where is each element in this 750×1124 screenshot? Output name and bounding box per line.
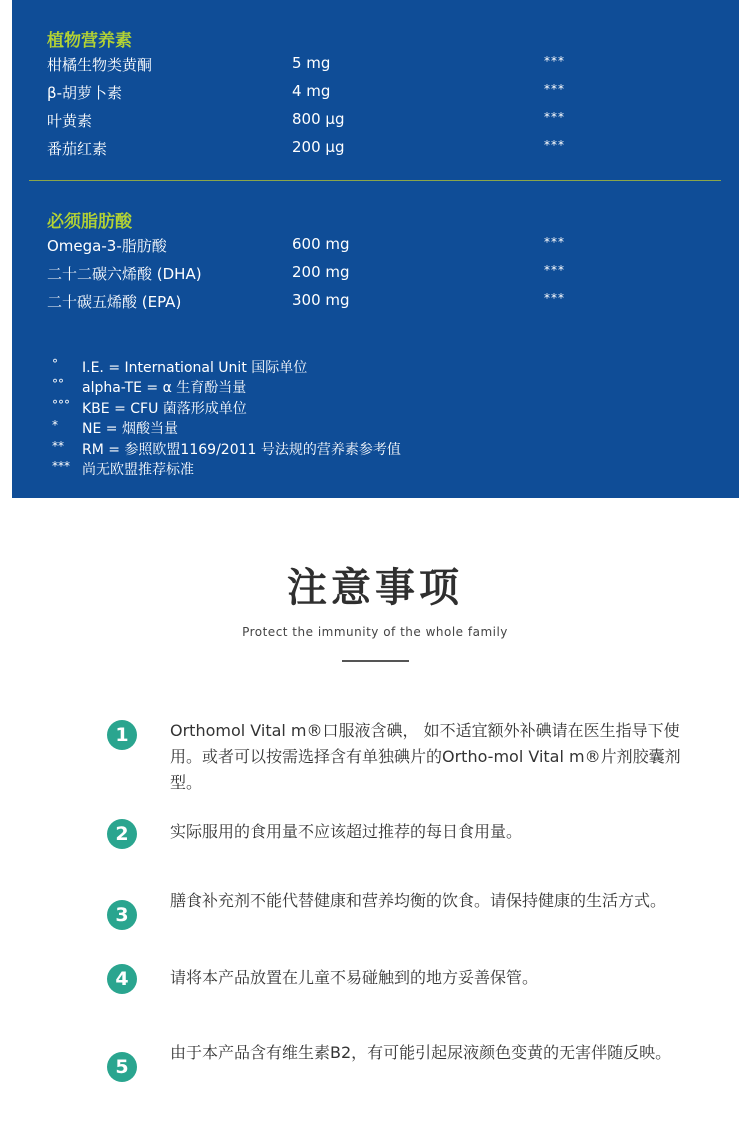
notice-text: 由于本产品含有维生素B2，有可能引起尿液颜色变黄的无害伴随反映。: [170, 1043, 672, 1062]
nutrient-name: 叶黄素: [47, 112, 93, 130]
nutrition-table-panel: [12, 0, 739, 498]
footnote-symbol: ***: [52, 459, 70, 473]
footnote-symbol: **: [52, 439, 64, 453]
footnote-text: RM = 参照欧盟1169/2011 号法规的营养素参考值: [82, 442, 401, 458]
footnote: [12, 459, 739, 479]
nutrient-ref: ***: [544, 291, 565, 305]
nutrient-ref: ***: [544, 235, 565, 249]
footnote-symbol: °: [52, 357, 58, 371]
nutrient-name: β-胡萝卜素: [47, 84, 122, 102]
nutrient-ref: ***: [544, 110, 565, 124]
nutrient-amount: 800 µg: [292, 110, 345, 128]
title-underline: [342, 660, 409, 662]
footnote: [12, 377, 739, 397]
table-row: [12, 138, 739, 162]
nutrient-name: 柑橘生物类黄酮: [47, 56, 153, 74]
plant-nutrients-title: 植物营养素: [47, 31, 132, 51]
footnote-text: KBE = CFU 菌落形成单位: [82, 401, 247, 417]
table-row: [12, 54, 739, 78]
number-badge-icon: 1: [107, 720, 137, 750]
page-title: 注意事项: [287, 565, 463, 611]
number-badge-icon: 2: [107, 819, 137, 849]
nutrient-ref: ***: [544, 54, 565, 68]
nutrient-ref: ***: [544, 263, 565, 277]
footnote-text: 尚无欧盟推荐标准: [82, 462, 194, 478]
footnote-text: alpha-TE = α 生育酚当量: [82, 380, 247, 396]
fatty-acids-title: 必须脂肪酸: [47, 212, 132, 232]
nutrient-amount: 200 mg: [292, 263, 350, 281]
number-badge-icon: 4: [107, 964, 137, 994]
notice-text: Orthomol Vital m®口服液含碘， 如不适宜额外补碘请在医生指导下使用。或者可以按需选择含有单独碘片的Ortho-mol Vital m®片剂胶囊剂型。: [170, 721, 681, 792]
nutrient-amount: 600 mg: [292, 235, 350, 253]
nutrient-amount: 200 µg: [292, 138, 345, 156]
footnote-symbol: °°: [52, 377, 64, 391]
footnote-text: I.E. = International Unit 国际单位: [82, 360, 308, 376]
section-divider: [29, 180, 721, 181]
footnote: [12, 357, 739, 377]
footnote: [12, 418, 739, 438]
nutrient-amount: 300 mg: [292, 291, 350, 309]
page-subtitle: Protect the immunity of the whole family: [242, 625, 508, 639]
nutrient-ref: ***: [544, 82, 565, 96]
table-row: [12, 291, 739, 315]
notice-text: 请将本产品放置在儿童不易碰触到的地方妥善保管。: [170, 968, 539, 987]
table-row: [12, 263, 739, 287]
nutrient-name: Omega-3-脂肪酸: [47, 237, 167, 255]
nutrient-name: 番茄红素: [47, 140, 108, 158]
table-row: [12, 110, 739, 134]
footnote-symbol: °°°: [52, 398, 70, 412]
nutrient-name: 二十二碳六烯酸 (DHA): [47, 265, 202, 283]
number-badge-icon: 5: [107, 1052, 137, 1082]
notice-text: 膳食补充剂不能代替健康和营养均衡的饮食。请保持健康的生活方式。: [170, 891, 667, 910]
notice-text: 实际服用的食用量不应该超过推荐的每日食用量。: [170, 822, 523, 841]
nutrient-name: 二十碳五烯酸 (EPA): [47, 293, 182, 311]
nutrient-amount: 5 mg: [292, 54, 331, 72]
footnote-symbol: *: [52, 418, 58, 432]
footnote: [12, 398, 739, 418]
footnote: [12, 439, 739, 459]
number-badge-icon: 3: [107, 900, 137, 930]
nutrient-ref: ***: [544, 138, 565, 152]
footnote-text: NE = 烟酸当量: [82, 421, 178, 437]
table-row: [12, 82, 739, 106]
table-row: [12, 235, 739, 259]
nutrient-amount: 4 mg: [292, 82, 331, 100]
